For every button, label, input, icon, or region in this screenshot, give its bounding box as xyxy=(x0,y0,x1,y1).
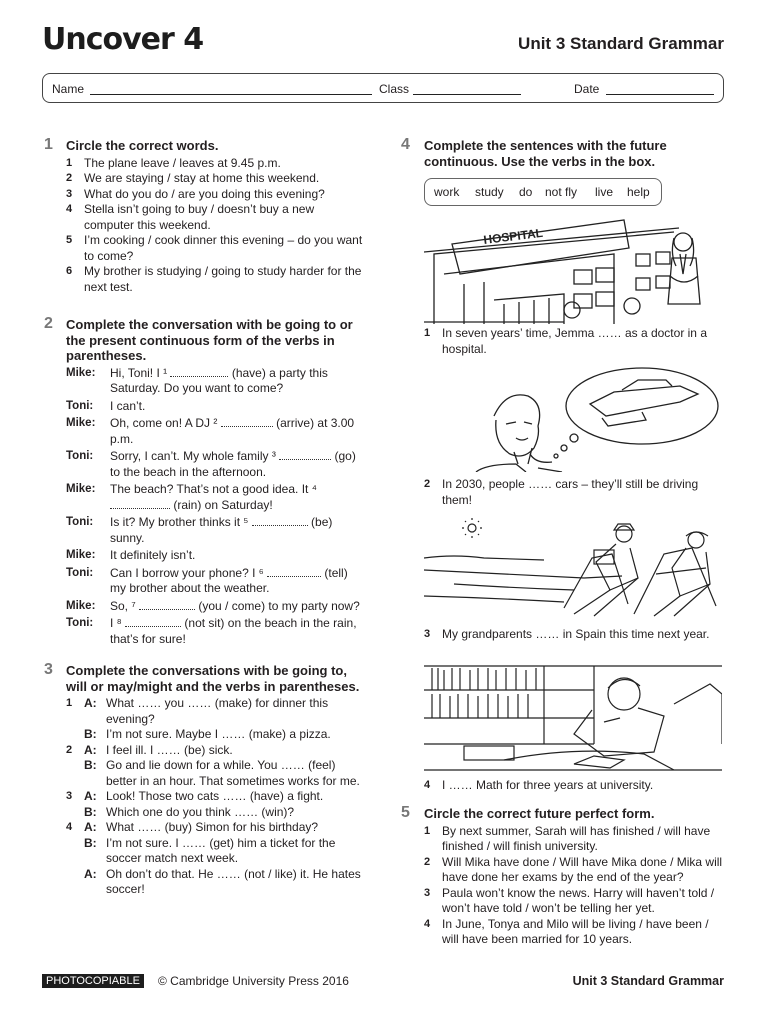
dialogue-line: Mike: So, ⁷ (you / come) to my party now? xyxy=(66,598,360,613)
studying-illustration xyxy=(424,664,722,772)
verb-word: live xyxy=(595,185,614,199)
list-item: 3 Paula won’t know the news. Harry will haven’t told / won’t have told / won’t be telling her yet. xyxy=(424,885,715,915)
verb-box xyxy=(424,178,662,206)
student-info-box xyxy=(42,73,724,103)
dialogue-line: Toni: I can’t. xyxy=(66,398,146,413)
ex2-title: Complete the conversation with be going to or the present continuous form of the verbs in parentheses. xyxy=(66,317,353,363)
answer-blank[interactable] xyxy=(170,366,228,377)
exercise-1 xyxy=(66,138,366,295)
list-item: 4 In June, Tonya and Milo will be living / have been / will have been married for 10 years. xyxy=(424,916,709,946)
dialogue-line: 1 A: What …… you …… (make) for dinner this evening? xyxy=(66,696,329,726)
hospital-illustration xyxy=(424,214,722,324)
dialogue-line: B: I’m not sure. I …… (get) him a ticket for the soccer match next week. xyxy=(84,835,336,865)
dialogue-line: Mike: The beach? That’s not a good idea. It ⁴ (rain) on Saturday! xyxy=(66,482,317,512)
answer-blank[interactable] xyxy=(267,566,321,577)
list-item: 2 We are staying / stay at home this weekend. xyxy=(66,171,320,185)
list-item: 4 Stella isn’t going to buy / doesn’t buy a new computer this weekend. xyxy=(66,202,315,232)
list-item: 6 My brother is studying / going to study harder for the next test. xyxy=(66,264,362,294)
dialogue-line: 3 A: Look! Those two cats …… (have) a fight. xyxy=(66,789,324,803)
name-label: Name xyxy=(52,82,85,96)
date-field[interactable] xyxy=(606,94,714,95)
dialogue-line: Mike: Hi, Toni! I ¹ (have) a party this Saturday. Do you want to come? xyxy=(66,365,328,395)
dialogue-line: Toni: Sorry, I can’t. My whole family ³ (go) to the beach in the afternoon. xyxy=(66,449,356,479)
verb-word: do xyxy=(519,185,533,199)
list-item: 2 In 2030, people …… cars – they’ll still be driving them! xyxy=(424,477,699,507)
answer-blank[interactable] xyxy=(139,599,195,610)
answer-blank[interactable] xyxy=(221,416,273,427)
brand-logo: Uncover 4 xyxy=(42,22,204,57)
ex4-item-4 xyxy=(424,778,724,794)
dialogue-line: 2 A: I feel ill. I …… (be) sick. xyxy=(66,742,233,757)
ex4-item-3 xyxy=(424,627,724,643)
list-item: 2 Will Mika have done / Will have Mika done / Mika will have done her exams by the end of the year? xyxy=(424,854,723,884)
beach-illustration xyxy=(424,518,722,622)
hospital-sign: HOSPITAL xyxy=(482,225,544,247)
ex3-number: 3 xyxy=(44,661,53,678)
dialogue-line: B: Go and lie down for a while. You …… (feel) better in an hour. That sometimes works for me. xyxy=(84,758,360,788)
dialogue-line: B: I’m not sure. Maybe I …… (make) a pizza. xyxy=(84,727,331,741)
class-field[interactable] xyxy=(413,94,521,95)
dialogue-line: Mike: It definitely isn’t. xyxy=(66,548,196,562)
ex4-item-1 xyxy=(424,326,724,357)
car-dream-illustration xyxy=(466,364,722,472)
verb-word: not fly xyxy=(545,185,578,199)
exercise-2 xyxy=(66,317,366,647)
ex5-title: Circle the correct future perfect form. xyxy=(424,806,655,821)
ex4-title: Complete the sentences with the future continuous. Use the verbs in the box. xyxy=(424,138,667,169)
dialogue-line: B: Which one do you think …… (win)? xyxy=(84,804,295,819)
dialogue-line: A: Oh don’t do that. He …… (not / like) it. He hates soccer! xyxy=(84,866,361,896)
list-item: 3 What do you do / are you doing this evening? xyxy=(66,186,325,201)
answer-blank[interactable] xyxy=(252,515,308,526)
dialogue-line: Toni: Can I borrow your phone? I ⁶ (tell) my brother about the weather. xyxy=(66,565,348,595)
exercise-5 xyxy=(424,806,724,948)
list-item: 1 The plane leave / leaves at 9.45 p.m. xyxy=(66,155,281,170)
class-label: Class xyxy=(379,82,410,96)
answer-blank[interactable] xyxy=(110,498,170,509)
verb-word: study xyxy=(475,185,504,199)
ex2-number: 2 xyxy=(44,315,53,332)
unit-title: Unit 3 Standard Grammar xyxy=(518,34,724,53)
dialogue-line: Toni: I ⁸ (not sit) on the beach in the rain, that’s for sure! xyxy=(66,616,357,646)
answer-blank[interactable] xyxy=(125,616,181,627)
list-item: 4 I …… Math for three years at university. xyxy=(424,778,654,792)
ex1-title: Circle the correct words. xyxy=(66,138,219,153)
ex1-number: 1 xyxy=(44,136,53,153)
answer-blank[interactable] xyxy=(279,449,331,460)
list-item: 1 In seven years’ time, Jemma …… as a doctor in a hospital. xyxy=(424,326,707,356)
ex4-item-2 xyxy=(424,477,724,508)
footer-unit-title: Unit 3 Standard Grammar xyxy=(572,974,724,988)
dialogue-line: Mike: Oh, come on! A DJ ² (arrive) at 3.00 p.m. xyxy=(66,416,355,446)
name-field[interactable] xyxy=(90,94,372,95)
ex5-number: 5 xyxy=(401,804,410,821)
verb-word: help xyxy=(627,185,650,199)
list-item: 1 By next summer, Sarah will has finished / will have finished / will finish university. xyxy=(424,823,711,853)
ex4-number: 4 xyxy=(401,136,410,153)
dialogue-line: 4 A: What …… (buy) Simon for his birthday? xyxy=(66,820,319,834)
date-label: Date xyxy=(574,82,600,96)
copyright: © Cambridge University Press 2016 xyxy=(158,974,349,988)
verb-word: work xyxy=(434,185,460,199)
list-item: 5 I’m cooking / cook dinner this evening – do you want to come? xyxy=(66,233,363,263)
exercise-4-title xyxy=(424,138,724,169)
exercise-3 xyxy=(66,663,366,898)
photocopiable-tag: PHOTOCOPIABLE xyxy=(42,974,144,988)
dialogue-line: Toni: Is it? My brother thinks it ⁵ (be) sunny. xyxy=(66,515,333,545)
list-item: 3 My grandparents …… in Spain this time next year. xyxy=(424,627,710,641)
ex3-title: Complete the conversations with be going to, will or may/might and the verbs in parentheses. xyxy=(66,663,360,694)
